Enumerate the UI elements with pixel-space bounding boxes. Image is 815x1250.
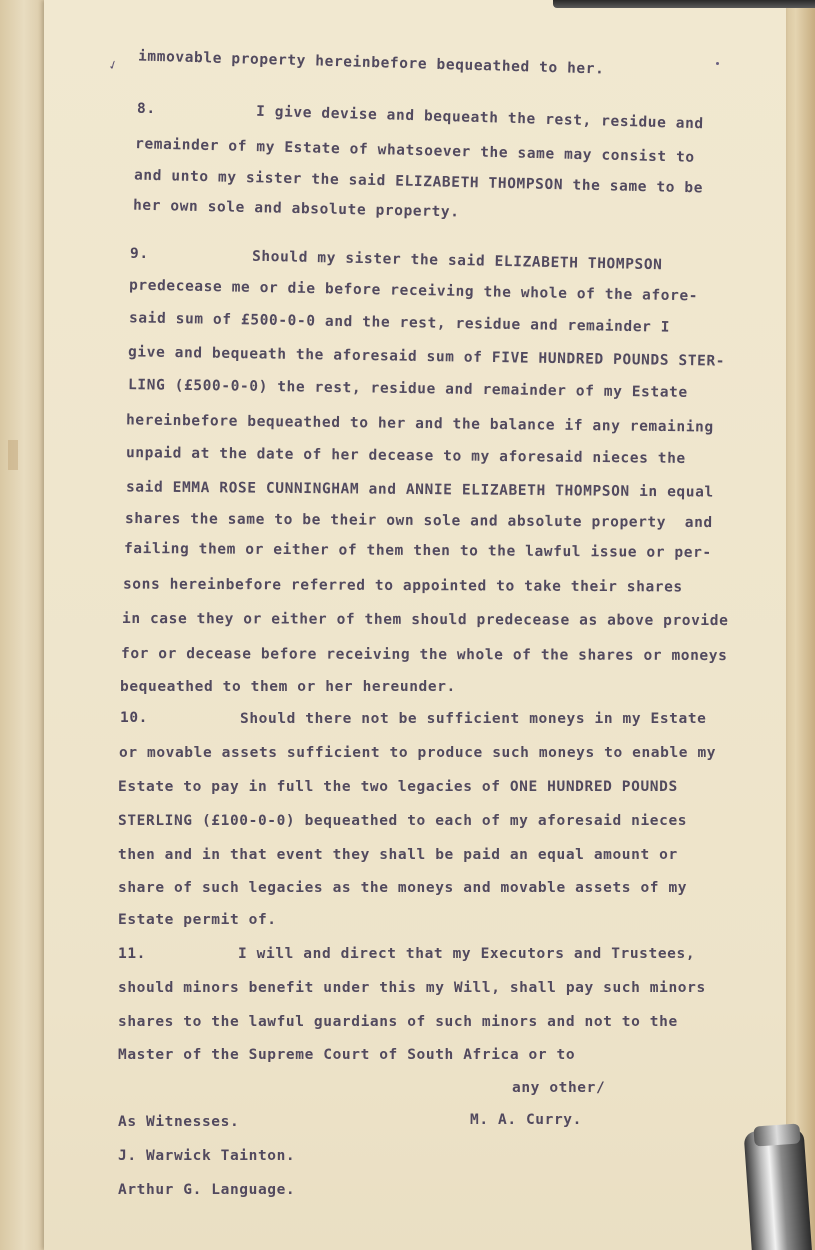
text-line: any other/ [512,1080,606,1096]
witness-name: J. Warwick Tainton. [118,1148,296,1164]
text-line: then and in that event they shall be paid an equal amount or [118,847,678,863]
text-line: Master of the Supreme Court of South Africa or to [118,1047,576,1063]
text-line: Should my sister the said ELIZABETH THOMPSON [251,248,663,274]
text-line: in case they or either of them should predecease as above provide [121,610,729,630]
text-line: for or decease before receiving the whole of the shares or moneys [120,645,728,665]
paragraph-number-10: 10. [120,710,148,726]
text-line: STERLING (£100-0-0) bequeathed to each of my aforesaid nieces [118,813,688,829]
text-line: unpaid at the date of her decease to my aforesaid nieces the [125,445,686,467]
text-line: give and bequeath the aforesaid sum of FIVE HUNDRED POUNDS STER- [127,344,726,370]
paragraph-number-11: 11. [118,946,146,962]
text-line: I will and direct that my Executors and Trustees, [238,946,696,962]
text-line: shares the same to be their own sole and absolute property and [124,510,713,532]
text-line: said EMMA ROSE CUNNINGHAM and ANNIE ELIZABETH THOMPSON in equal [125,479,714,501]
text-line: hereinbefore bequeathed to her and the balance if any remaining [125,412,714,436]
text-line: Should there not be sufficient moneys in my Estate [240,711,707,727]
text-line: should minors benefit under this my Will, shall pay such minors [118,980,706,996]
text-line: said sum of £500-0-0 and the rest, residue and remainder I [128,310,671,336]
witnesses-label: As Witnesses. [118,1114,240,1130]
margin-tick-mark: ✓ [105,56,121,74]
text-line: immovable property hereinbefore bequeathed to her. [137,48,605,78]
ink-dot [716,62,719,65]
text-line: share of such legacies as the moneys and movable assets of my [118,880,688,896]
paragraph-number-9: 9. [130,246,149,262]
text-line: bequeathed to them or her hereunder. [120,679,456,695]
text-line: I give devise and bequeath the rest, residue and [255,103,704,133]
text-line: sons hereinbefore referred to appointed to take their shares [122,576,683,596]
text-line: shares to the lawful guardians of such minors and not to the [118,1014,678,1030]
pen-object [744,1128,813,1250]
witness-name: Arthur G. Language. [118,1182,296,1198]
paragraph-number-8: 8. [137,101,156,117]
text-line: and unto my sister the said ELIZABETH THOMPSON the same to be [133,167,704,197]
text-line: Estate to pay in full the two legacies of ONE HUNDRED POUNDS [118,779,678,795]
text-line: LING (£500-0-0) the rest, residue and remainder of my Estate [127,377,688,401]
text-line: her own sole and absolute property. [132,197,460,221]
text-line: failing them or either of them then to the lawful issue or per- [123,540,712,562]
text-line: Estate permit of. [118,912,277,928]
text-line: remainder of my Estate of whatsoever the same may consist to [134,136,695,166]
signatory-name: M. A. Curry. [470,1112,582,1128]
pen-cap [753,1123,800,1146]
text-line: or movable assets sufficient to produce such moneys to enable my [119,745,717,761]
text-line: predecease me or die before receiving the whole of the afore- [128,277,699,305]
